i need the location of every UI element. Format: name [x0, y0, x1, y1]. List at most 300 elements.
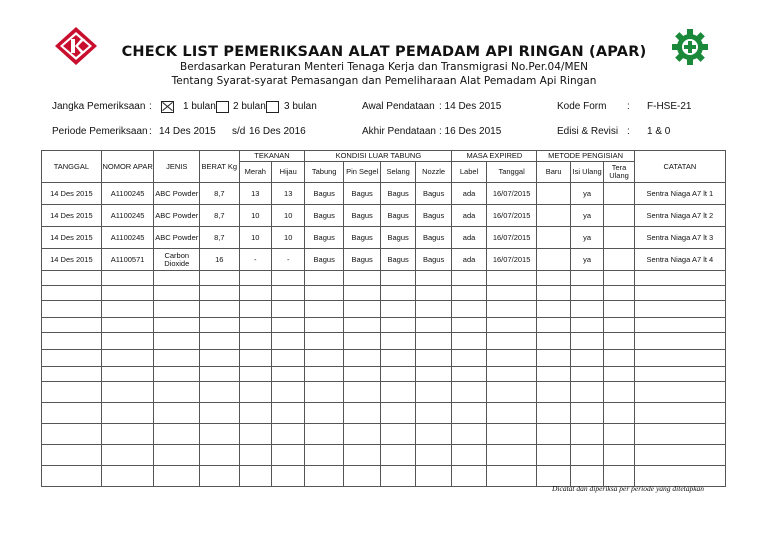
empty-cell[interactable] [343, 445, 380, 466]
empty-cell[interactable] [452, 466, 486, 487]
akhir-pendataan-label: Akhir Pendataan [362, 126, 436, 137]
regulation-subtitle-2: Tentang Syarat-syarat Pemasangan dan Pemeliharaan Alat Pemadam Api Ringan [171, 75, 597, 87]
empty-cell[interactable] [604, 403, 634, 424]
empty-cell[interactable] [305, 382, 344, 403]
subheader-selang: Selang [381, 162, 415, 183]
empty-cell[interactable] [570, 403, 603, 424]
empty-cell[interactable] [154, 403, 200, 424]
empty-table-row [42, 301, 726, 318]
cell-label: ada [452, 205, 486, 227]
cell-merah: 13 [239, 183, 271, 205]
empty-cell[interactable] [343, 301, 380, 318]
empty-cell[interactable] [272, 424, 305, 445]
empty-cell[interactable] [101, 286, 154, 301]
empty-cell[interactable] [415, 350, 451, 367]
empty-table-row [42, 271, 726, 286]
empty-cell[interactable] [200, 286, 240, 301]
empty-cell[interactable] [381, 271, 415, 286]
subheader-pin-segel: Pin Segel [343, 162, 380, 183]
empty-cell[interactable] [570, 286, 603, 301]
empty-cell[interactable] [486, 382, 537, 403]
empty-cell[interactable] [272, 466, 305, 487]
empty-cell[interactable] [452, 333, 486, 350]
empty-cell[interactable] [634, 382, 725, 403]
empty-cell[interactable] [239, 350, 271, 367]
empty-cell[interactable] [381, 382, 415, 403]
empty-cell[interactable] [604, 318, 634, 333]
header-nomor-apar: NOMOR APAR [101, 151, 154, 183]
cell-tera [604, 249, 634, 271]
cell-jenis: Carbon Dioxide [154, 249, 200, 271]
empty-cell[interactable] [570, 445, 603, 466]
cell-berat: 16 [200, 249, 240, 271]
cell-catatan: Sentra Niaga A7 lt 2 [634, 205, 725, 227]
cell-tgl: 16/07/2015 [486, 249, 537, 271]
empty-cell[interactable] [570, 350, 603, 367]
empty-cell[interactable] [634, 350, 725, 367]
empty-cell[interactable] [415, 445, 451, 466]
cell-berat: 8,7 [200, 183, 240, 205]
empty-cell[interactable] [154, 271, 200, 286]
cell-isi: ya [570, 205, 603, 227]
empty-cell[interactable] [604, 382, 634, 403]
empty-cell[interactable] [239, 466, 271, 487]
header-jenis: JENIS [154, 151, 200, 183]
empty-cell[interactable] [634, 367, 725, 382]
cell-nomor: A1100245 [101, 205, 154, 227]
periode-to: 16 Des 2016 [249, 126, 306, 137]
empty-cell[interactable] [570, 301, 603, 318]
empty-table-row [42, 382, 726, 403]
cell-hijau: 10 [272, 205, 305, 227]
empty-cell[interactable] [239, 367, 271, 382]
cell-catatan: Sentra Niaga A7 lt 1 [634, 183, 725, 205]
empty-cell[interactable] [305, 424, 344, 445]
edisi-revisi-label: Edisi & Revisi [557, 126, 619, 137]
empty-cell[interactable] [537, 318, 570, 333]
empty-cell[interactable] [343, 466, 380, 487]
empty-cell[interactable] [200, 445, 240, 466]
empty-table-row [42, 286, 726, 301]
empty-cell[interactable] [604, 367, 634, 382]
empty-cell[interactable] [452, 445, 486, 466]
empty-cell[interactable] [200, 350, 240, 367]
empty-cell[interactable] [239, 333, 271, 350]
header-masa-expired: MASA EXPIRED [452, 151, 537, 162]
empty-cell[interactable] [604, 301, 634, 318]
cell-catatan: Sentra Niaga A7 lt 4 [634, 249, 725, 271]
cell-merah: - [239, 249, 271, 271]
table-row [42, 205, 726, 227]
empty-cell[interactable] [486, 350, 537, 367]
edisi-revisi-value: 1 & 0 [647, 126, 671, 137]
cell-catatan: Sentra Niaga A7 lt 3 [634, 227, 725, 249]
empty-cell[interactable] [452, 318, 486, 333]
empty-cell[interactable] [200, 271, 240, 286]
cell-berat: 8,7 [200, 227, 240, 249]
checklist-table [41, 150, 726, 487]
cell-nozzle: Bagus [415, 183, 451, 205]
cell-tabung: Bagus [305, 205, 344, 227]
cell-tera [604, 205, 634, 227]
subheader-label: Label [452, 162, 486, 183]
empty-cell[interactable] [570, 271, 603, 286]
empty-cell[interactable] [272, 286, 305, 301]
empty-cell[interactable] [272, 333, 305, 350]
cell-pin: Bagus [343, 249, 380, 271]
cell-jenis: ABC Powder [154, 183, 200, 205]
empty-cell[interactable] [343, 318, 380, 333]
periode-sd: s/d [232, 126, 246, 137]
empty-cell[interactable] [154, 301, 200, 318]
empty-cell[interactable] [537, 424, 570, 445]
cell-selang: Bagus [381, 227, 415, 249]
page-title: CHECK LIST PEMERIKSAAN ALAT PEMADAM API RINGAN (APAR) [121, 44, 647, 60]
empty-cell[interactable] [452, 403, 486, 424]
empty-cell[interactable] [486, 367, 537, 382]
empty-cell[interactable] [239, 286, 271, 301]
cell-tanggal: 14 Des 2015 [42, 249, 102, 271]
empty-cell[interactable] [101, 424, 154, 445]
empty-cell[interactable] [272, 318, 305, 333]
empty-cell[interactable] [42, 271, 102, 286]
empty-cell[interactable] [305, 445, 344, 466]
empty-cell[interactable] [101, 382, 154, 403]
footer-note: Dicatat dan diperiksa per periode yang ditetapkan [552, 484, 705, 493]
empty-cell[interactable] [101, 466, 154, 487]
empty-cell[interactable] [42, 350, 102, 367]
subheader-tanggal: Tanggal [486, 162, 537, 183]
empty-cell[interactable] [154, 333, 200, 350]
empty-cell[interactable] [570, 424, 603, 445]
option-2-bulan-label: 2 bulan [233, 101, 266, 112]
empty-cell[interactable] [415, 301, 451, 318]
cell-pin: Bagus [343, 205, 380, 227]
empty-cell[interactable] [452, 424, 486, 445]
empty-cell[interactable] [415, 367, 451, 382]
cell-tabung: Bagus [305, 183, 344, 205]
empty-cell[interactable] [452, 286, 486, 301]
subheader-hijau: Hijau [272, 162, 305, 183]
empty-cell[interactable] [239, 445, 271, 466]
empty-cell[interactable] [101, 367, 154, 382]
cell-tgl: 16/07/2015 [486, 205, 537, 227]
empty-cell[interactable] [634, 424, 725, 445]
empty-cell[interactable] [42, 286, 102, 301]
empty-cell[interactable] [537, 445, 570, 466]
empty-cell[interactable] [42, 382, 102, 403]
empty-cell[interactable] [604, 424, 634, 445]
empty-cell[interactable] [305, 286, 344, 301]
cell-jenis: ABC Powder [154, 205, 200, 227]
empty-cell[interactable] [486, 424, 537, 445]
empty-cell[interactable] [42, 466, 102, 487]
empty-cell[interactable] [415, 318, 451, 333]
empty-cell[interactable] [381, 466, 415, 487]
empty-cell[interactable] [381, 403, 415, 424]
empty-cell[interactable] [239, 271, 271, 286]
cell-berat: 8,7 [200, 205, 240, 227]
jangka-label: Jangka Pemeriksaan [52, 101, 146, 112]
empty-cell[interactable] [537, 382, 570, 403]
option-1-bulan-label: 1 bulan [183, 101, 216, 112]
empty-table-row [42, 445, 726, 466]
empty-cell[interactable] [101, 333, 154, 350]
empty-cell[interactable] [537, 367, 570, 382]
empty-cell[interactable] [381, 333, 415, 350]
empty-cell[interactable] [486, 318, 537, 333]
empty-cell[interactable] [452, 382, 486, 403]
empty-cell[interactable] [343, 271, 380, 286]
empty-cell[interactable] [154, 286, 200, 301]
empty-cell[interactable] [537, 333, 570, 350]
empty-cell[interactable] [415, 286, 451, 301]
empty-cell[interactable] [452, 301, 486, 318]
empty-cell[interactable] [42, 445, 102, 466]
empty-cell[interactable] [305, 466, 344, 487]
cell-pin: Bagus [343, 227, 380, 249]
empty-cell[interactable] [154, 424, 200, 445]
header-catatan: CATATAN [634, 151, 725, 183]
cell-hijau: 10 [272, 227, 305, 249]
empty-cell[interactable] [381, 286, 415, 301]
empty-cell[interactable] [200, 403, 240, 424]
cell-hijau: 13 [272, 183, 305, 205]
empty-cell[interactable] [343, 382, 380, 403]
empty-cell[interactable] [343, 367, 380, 382]
cell-isi: ya [570, 249, 603, 271]
empty-cell[interactable] [570, 333, 603, 350]
cell-isi: ya [570, 183, 603, 205]
empty-cell[interactable] [381, 318, 415, 333]
empty-cell[interactable] [634, 333, 725, 350]
empty-cell[interactable] [305, 318, 344, 333]
empty-cell[interactable] [101, 403, 154, 424]
cell-nomor: A1100245 [101, 227, 154, 249]
empty-cell[interactable] [42, 333, 102, 350]
cell-baru [537, 227, 570, 249]
empty-cell[interactable] [272, 301, 305, 318]
empty-cell[interactable] [42, 424, 102, 445]
empty-cell[interactable] [272, 403, 305, 424]
empty-cell[interactable] [272, 382, 305, 403]
empty-cell[interactable] [570, 382, 603, 403]
awal-pendataan-value: : 14 Des 2015 [439, 101, 502, 112]
empty-cell[interactable] [604, 286, 634, 301]
empty-cell[interactable] [452, 367, 486, 382]
cell-tabung: Bagus [305, 249, 344, 271]
table-row [42, 183, 726, 205]
empty-cell[interactable] [200, 318, 240, 333]
empty-cell[interactable] [200, 301, 240, 318]
empty-cell[interactable] [305, 403, 344, 424]
empty-cell[interactable] [537, 271, 570, 286]
empty-cell[interactable] [537, 403, 570, 424]
empty-cell[interactable] [200, 367, 240, 382]
empty-cell[interactable] [343, 424, 380, 445]
awal-pendataan-label: Awal Pendataan [362, 101, 435, 112]
empty-cell[interactable] [486, 301, 537, 318]
periode-label: Periode Pemeriksaan [52, 126, 148, 137]
empty-cell[interactable] [634, 445, 725, 466]
empty-cell[interactable] [415, 271, 451, 286]
empty-cell[interactable] [154, 466, 200, 487]
akhir-pendataan-value: : 16 Des 2015 [439, 126, 502, 137]
empty-cell[interactable] [634, 286, 725, 301]
checkbox-2-bulan[interactable] [216, 101, 229, 113]
subheader-tera-ulang: Tera Ulang [604, 162, 634, 183]
cell-tanggal: 14 Des 2015 [42, 227, 102, 249]
empty-cell[interactable] [486, 445, 537, 466]
empty-cell[interactable] [239, 403, 271, 424]
empty-cell[interactable] [415, 466, 451, 487]
kode-form-value: F-HSE-21 [647, 101, 692, 112]
empty-cell[interactable] [272, 350, 305, 367]
header-berat: BERAT Kg [200, 151, 240, 183]
empty-cell[interactable] [570, 318, 603, 333]
empty-cell[interactable] [154, 382, 200, 403]
empty-cell[interactable] [486, 333, 537, 350]
edisi-colon: : [627, 126, 630, 137]
cell-tera [604, 227, 634, 249]
empty-cell[interactable] [452, 350, 486, 367]
empty-cell[interactable] [42, 367, 102, 382]
empty-cell[interactable] [101, 350, 154, 367]
empty-cell[interactable] [305, 271, 344, 286]
empty-cell[interactable] [200, 333, 240, 350]
empty-cell[interactable] [343, 286, 380, 301]
empty-cell[interactable] [604, 333, 634, 350]
empty-cell[interactable] [381, 301, 415, 318]
table-row [42, 227, 726, 249]
empty-cell[interactable] [537, 286, 570, 301]
empty-cell[interactable] [154, 445, 200, 466]
empty-cell[interactable] [634, 318, 725, 333]
cell-baru [537, 249, 570, 271]
periode-from: 14 Des 2015 [159, 126, 216, 137]
kode-form-label: Kode Form [557, 101, 607, 112]
empty-cell[interactable] [200, 424, 240, 445]
empty-cell[interactable] [415, 382, 451, 403]
empty-table-row [42, 350, 726, 367]
empty-cell[interactable] [42, 403, 102, 424]
empty-cell[interactable] [604, 445, 634, 466]
empty-table-row [42, 367, 726, 382]
empty-cell[interactable] [154, 318, 200, 333]
empty-cell[interactable] [343, 333, 380, 350]
cell-merah: 10 [239, 227, 271, 249]
empty-cell[interactable] [570, 367, 603, 382]
empty-cell[interactable] [305, 350, 344, 367]
empty-cell[interactable] [42, 318, 102, 333]
cell-label: ada [452, 227, 486, 249]
cell-label: ada [452, 183, 486, 205]
jangka-colon: : [149, 101, 152, 112]
empty-cell[interactable] [42, 301, 102, 318]
empty-cell[interactable] [486, 466, 537, 487]
table-row [42, 249, 726, 271]
empty-cell[interactable] [634, 403, 725, 424]
empty-cell[interactable] [239, 382, 271, 403]
cell-tabung: Bagus [305, 227, 344, 249]
header-metode: METODE PENGISIAN [537, 151, 634, 162]
regulation-subtitle: Berdasarkan Peraturan Menteri Tenaga Kerja dan Transmigrasi No.Per.04/MEN [179, 61, 588, 73]
empty-cell[interactable] [305, 367, 344, 382]
empty-cell[interactable] [452, 271, 486, 286]
empty-cell[interactable] [272, 271, 305, 286]
cell-merah: 10 [239, 205, 271, 227]
cell-nozzle: Bagus [415, 205, 451, 227]
cell-tera [604, 183, 634, 205]
empty-cell[interactable] [381, 424, 415, 445]
empty-cell[interactable] [604, 271, 634, 286]
header-kondisi: KONDISI LUAR TABUNG [305, 151, 452, 162]
empty-cell[interactable] [381, 445, 415, 466]
empty-cell[interactable] [634, 271, 725, 286]
empty-cell[interactable] [154, 367, 200, 382]
cell-isi: ya [570, 227, 603, 249]
empty-cell[interactable] [537, 350, 570, 367]
empty-cell[interactable] [537, 301, 570, 318]
empty-cell[interactable] [239, 301, 271, 318]
empty-table-row [42, 424, 726, 445]
cell-tanggal: 14 Des 2015 [42, 183, 102, 205]
empty-table-row [42, 403, 726, 424]
empty-cell[interactable] [634, 301, 725, 318]
cell-selang: Bagus [381, 249, 415, 271]
header-tanggal: TANGGAL [42, 151, 102, 183]
subheader-nozzle: Nozzle [415, 162, 451, 183]
empty-cell[interactable] [101, 301, 154, 318]
cell-tgl: 16/07/2015 [486, 227, 537, 249]
empty-cell[interactable] [415, 403, 451, 424]
empty-cell[interactable] [200, 466, 240, 487]
checkbox-3-bulan[interactable] [266, 101, 279, 113]
empty-cell[interactable] [486, 271, 537, 286]
empty-cell[interactable] [101, 318, 154, 333]
empty-cell[interactable] [272, 445, 305, 466]
cell-label: ada [452, 249, 486, 271]
empty-cell[interactable] [239, 318, 271, 333]
empty-cell[interactable] [415, 333, 451, 350]
empty-cell[interactable] [343, 403, 380, 424]
kode-form-colon: : [627, 101, 630, 112]
empty-cell[interactable] [239, 424, 271, 445]
empty-cell[interactable] [101, 445, 154, 466]
empty-cell[interactable] [200, 382, 240, 403]
empty-cell[interactable] [381, 367, 415, 382]
empty-cell[interactable] [272, 367, 305, 382]
empty-cell[interactable] [381, 350, 415, 367]
empty-cell[interactable] [343, 350, 380, 367]
empty-cell[interactable] [604, 350, 634, 367]
empty-cell[interactable] [486, 403, 537, 424]
empty-cell[interactable] [154, 350, 200, 367]
cell-jenis: ABC Powder [154, 227, 200, 249]
empty-cell[interactable] [486, 286, 537, 301]
empty-cell[interactable] [305, 301, 344, 318]
checkbox-1-bulan[interactable] [161, 101, 174, 113]
cell-nozzle: Bagus [415, 227, 451, 249]
subheader-tabung: Tabung [305, 162, 344, 183]
cell-pin: Bagus [343, 183, 380, 205]
empty-cell[interactable] [415, 424, 451, 445]
empty-cell[interactable] [101, 271, 154, 286]
header-tekanan: TEKANAN [239, 151, 305, 162]
option-3-bulan-label: 3 bulan [284, 101, 317, 112]
empty-cell[interactable] [305, 333, 344, 350]
cell-nomor: A1100245 [101, 183, 154, 205]
